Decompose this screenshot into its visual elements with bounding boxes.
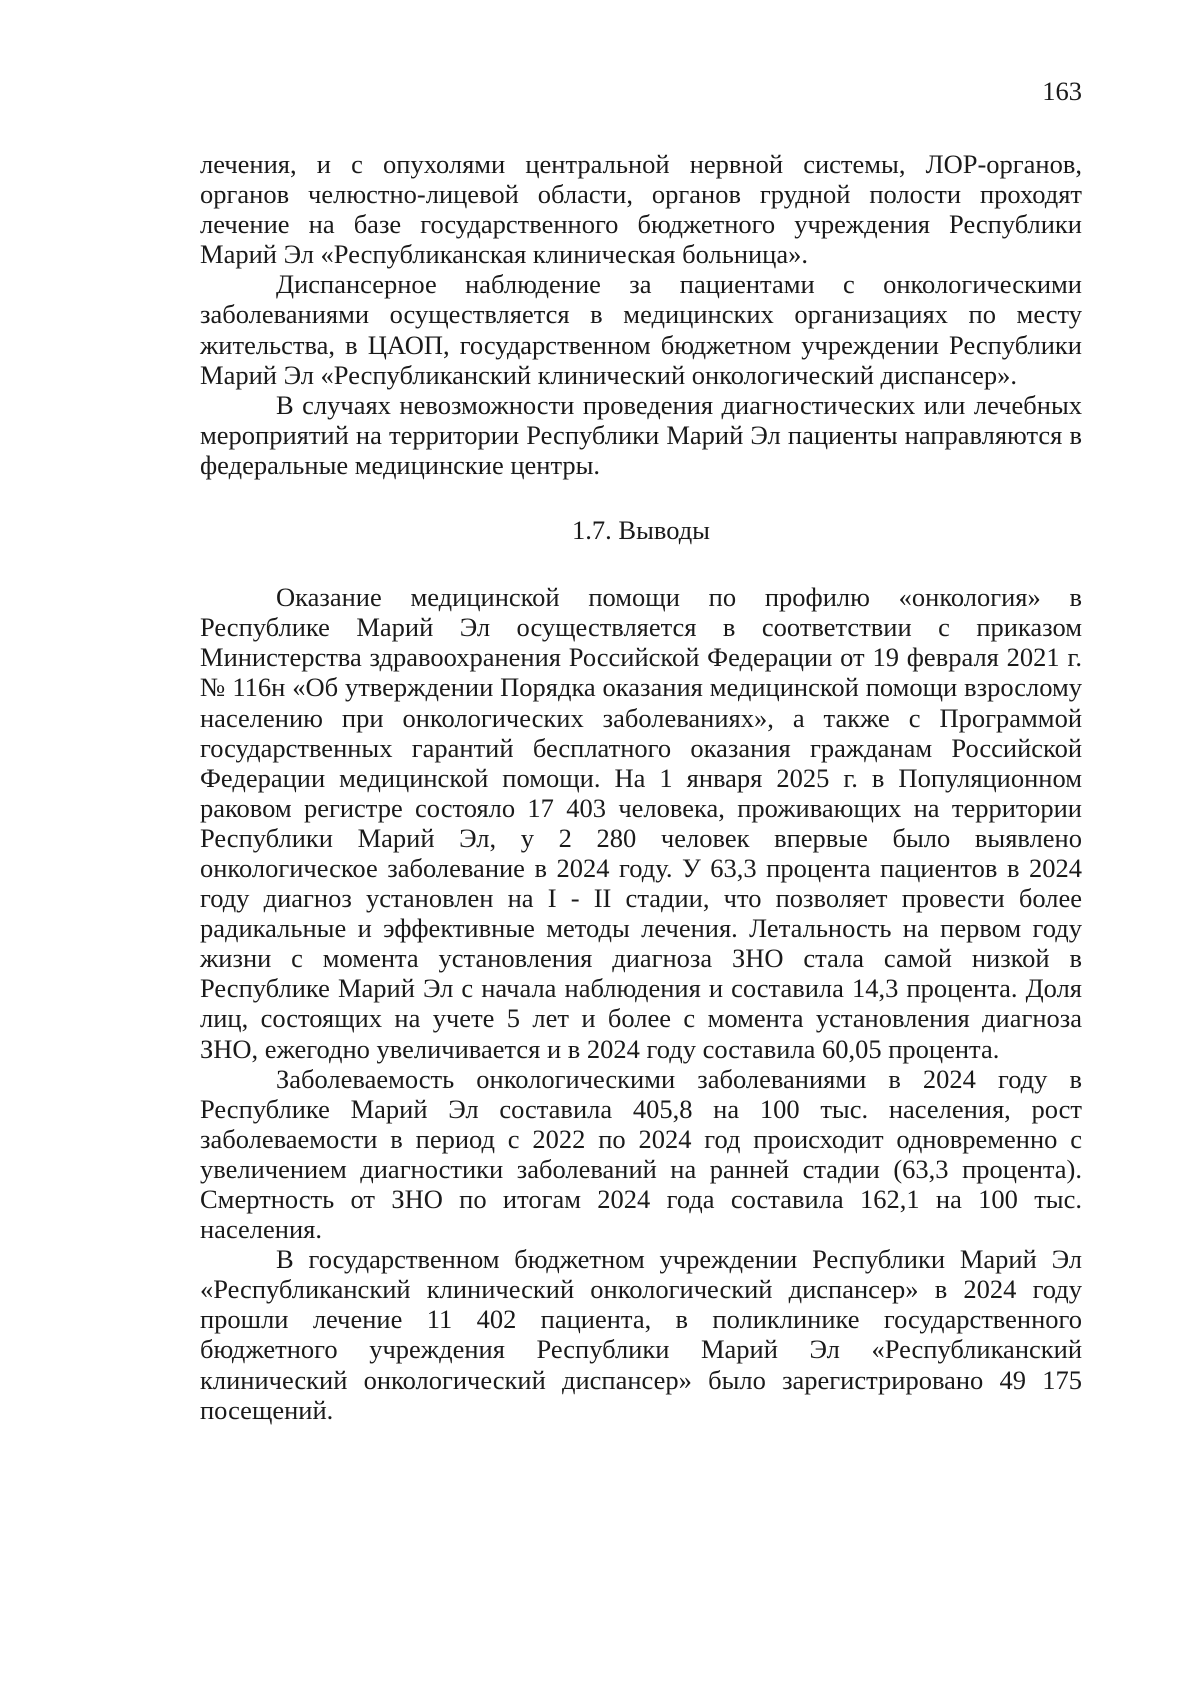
section-heading: 1.7. Выводы (572, 515, 710, 546)
paragraph-federal-centers: В случаях невозможности проведения диагностических или лечебных мероприятий на территории Республики Марий Эл пациенты направляются в федеральные медицинские центры. (200, 389, 1082, 480)
paragraph-dispensary-observation: Диспансерное наблюдение за пациентами с онкологическими заболеваниями осуществляется в медицинских организациях по месту жительства, в ЦАОП, государственном бюджетном учреждении Республики Марий Эл «Республиканский клинический онкологический диспансер». (200, 269, 1082, 390)
paragraph-incidence: Заболеваемость онкологическими заболеваниями в 2024 году в Республике Марий Эл составила 405,8 на 100 тыс. населения, рост заболеваемости в период с 2022 по 2024 год происходит одновременно с увеличением диагностики заболеваний на ранней стадии (63,3 процента). Смертность от ЗНО по итогам 2024 года составила 162,1 на 100 тыс. населения. (200, 1063, 1082, 1245)
document-body (200, 149, 1082, 1425)
paragraph-treatment-stats: В государственном бюджетном учреждении Республики Марий Эл «Республиканский клинический онкологический диспансер» в 2024 году прошли лечение 11 402 пациента, в поликлинике государственного бюджетного учреждения Республики Марий Эл «Республиканский клинический онкологический диспансер» было зарегистрировано 49 175 посещений. (200, 1244, 1082, 1425)
paragraph-conclusions-overview: Оказание медицинской помощи по профилю «онкология» в Республике Марий Эл осуществляется в соответствии с приказом Министерства здравоохранения Российской Федерации от 19 февраля 2021 г. № 116н «Об утверждении Порядка оказания медицинской помощи взрослому населению при онкологических заболеваниях», а также с Программой государственных гарантий бесплатного оказания гражданам Российской Федерации медицинской помощи. На 1 января 2025 г. в Популяционном раковом регистре состояло 17 403 человека, проживающих на территории Республики Марий Эл, у 2 280 человек впервые было выявлено онкологическое заболевание в 2024 году. У 63,3 процента пациентов в 2024 году диагноз установлен на I - II стадии, что позволяет провести более радикальные и эффективные методы лечения. Летальность на первом году жизни с момента установления диагноза ЗНО стала самой низкой в Республике Марий Эл с начала наблюдения и составила 14,3 процента. Доля лиц, состоящих на учете 5 лет и более с момента установления диагноза ЗНО, ежегодно увеличивается и в 2024 году составила 60,05 процента. (200, 582, 1082, 1064)
page-number: 163 (1042, 76, 1082, 106)
paragraph-continuation: лечения, и с опухолями центральной нервной системы, ЛОР-органов, органов челюстно-лицевой области, органов грудной полости проходят лечение на базе государственного бюджетного учреждения Республики Марий Эл «Республиканская клиническая больница». (200, 149, 1082, 270)
